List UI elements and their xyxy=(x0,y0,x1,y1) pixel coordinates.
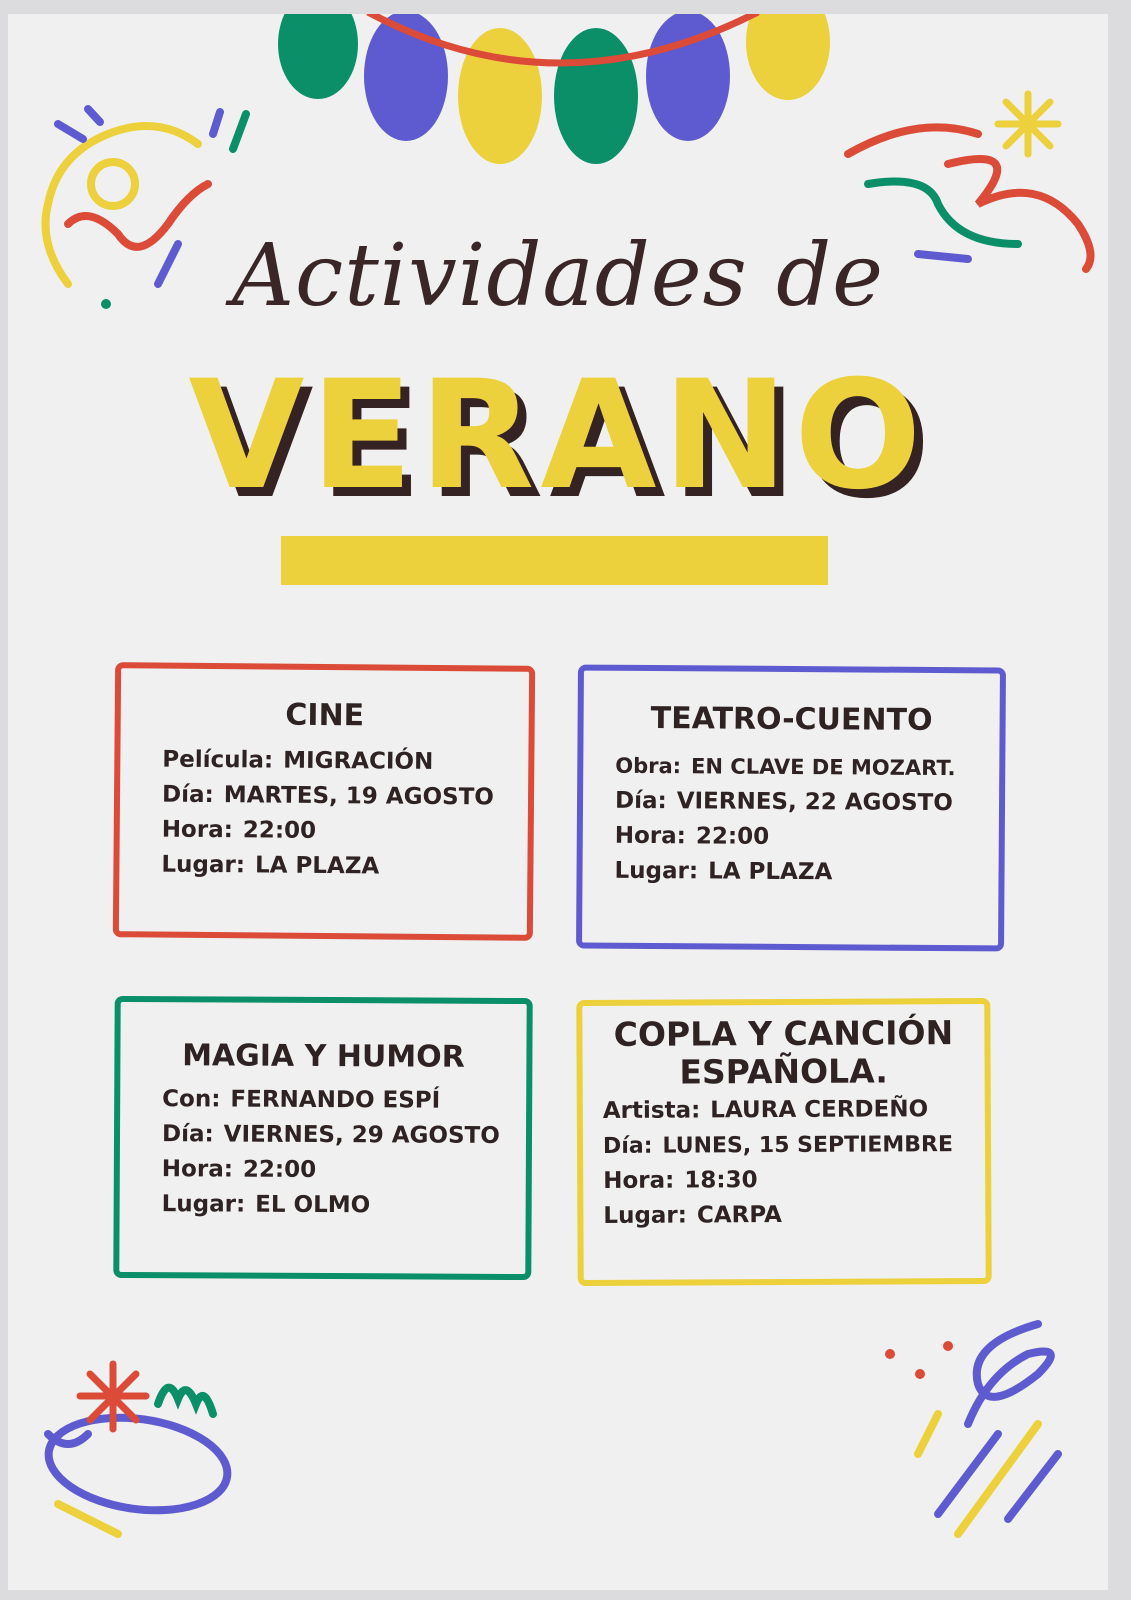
detail-label: Lugar: xyxy=(603,1202,688,1229)
detail-row xyxy=(161,848,527,886)
detail-row xyxy=(162,1187,526,1224)
detail-row xyxy=(162,1117,526,1154)
detail-label: Obra: xyxy=(615,753,682,779)
confetti-bottom-left xyxy=(28,1344,258,1544)
detail-value: LA PLAZA xyxy=(708,858,833,886)
detail-value: VIERNES, 22 AGOSTO xyxy=(676,788,953,817)
detail-value: EL OLMO xyxy=(255,1191,371,1219)
activity-card-copla xyxy=(576,998,991,1286)
detail-row xyxy=(162,778,528,816)
detail-row xyxy=(615,819,999,857)
detail-row xyxy=(162,1152,526,1189)
detail-value: LAURA CERDEÑO xyxy=(710,1096,929,1124)
detail-row xyxy=(162,1082,526,1119)
detail-value: VIERNES, 29 AGOSTO xyxy=(223,1121,500,1149)
detail-label: Hora: xyxy=(161,1156,234,1183)
confetti-bottom-right xyxy=(878,1304,1098,1554)
title-underline xyxy=(281,536,828,585)
detail-value: 18:30 xyxy=(684,1167,758,1194)
detail-value: 22:00 xyxy=(242,1156,317,1183)
card-title: CINE xyxy=(285,697,365,734)
detail-row xyxy=(603,1127,985,1164)
detail-row xyxy=(615,749,999,787)
detail-value: EN CLAVE DE MOZART. xyxy=(691,754,956,781)
activity-card-cine xyxy=(113,662,535,941)
detail-label: Lugar: xyxy=(161,851,246,879)
detail-row xyxy=(615,784,999,822)
detail-value: LA PLAZA xyxy=(254,852,380,880)
detail-label: Día: xyxy=(602,1133,653,1159)
detail-value: 22:00 xyxy=(242,817,317,844)
activity-card-magia xyxy=(113,996,532,1280)
card-title: TEATRO-CUENTO xyxy=(650,701,933,738)
detail-label: Hora: xyxy=(614,822,687,850)
detail-row xyxy=(162,743,528,781)
detail-row xyxy=(614,854,998,892)
detail-label: Hora: xyxy=(603,1167,675,1194)
detail-row xyxy=(162,813,528,851)
detail-label: Día: xyxy=(161,781,214,809)
detail-value: 22:00 xyxy=(695,823,770,850)
detail-label: Con: xyxy=(162,1086,221,1113)
detail-label: Día: xyxy=(614,787,667,815)
detail-value: CARPA xyxy=(696,1202,782,1229)
card-title-line-2: ESPAÑOLA. xyxy=(679,1051,888,1092)
main-title: VERANO xyxy=(188,349,928,523)
detail-value: MIGRACIÓN xyxy=(283,747,434,775)
activity-card-teatro xyxy=(576,665,1006,952)
detail-label: Hora: xyxy=(161,816,233,844)
detail-label: Lugar: xyxy=(614,857,699,885)
detail-value: MARTES, 19 AGOSTO xyxy=(223,782,494,811)
bunting-decoration xyxy=(278,14,838,174)
detail-row xyxy=(603,1092,985,1129)
detail-label: Lugar: xyxy=(161,1191,246,1218)
subtitle-script: Actividades de xyxy=(231,226,885,326)
detail-row xyxy=(603,1197,985,1234)
detail-value: LUNES, 15 SEPTIEMBRE xyxy=(662,1132,954,1159)
detail-label: Artista: xyxy=(602,1097,701,1124)
poster-page xyxy=(8,14,1108,1590)
detail-value: FERNANDO ESPÍ xyxy=(230,1086,441,1114)
detail-label: Película: xyxy=(162,746,274,774)
card-title-line-1: COPLA Y CANCIÓN xyxy=(613,1013,954,1054)
detail-row xyxy=(603,1162,985,1199)
card-title: MAGIA Y HUMOR xyxy=(182,1038,465,1075)
detail-label: Día: xyxy=(161,1121,214,1148)
